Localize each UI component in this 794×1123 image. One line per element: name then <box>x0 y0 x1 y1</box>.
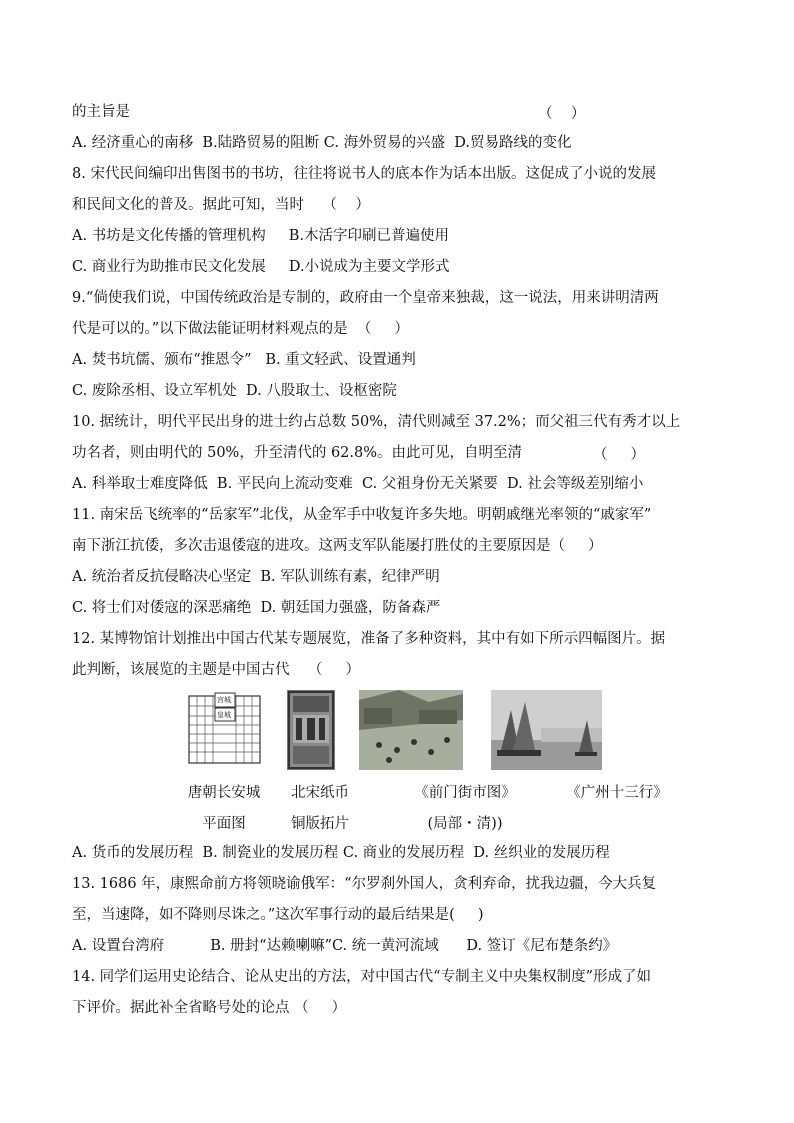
q11-stem-2: 南下浙江抗倭，多次击退倭寇的进攻。这两支军队能屡打胜仗的主要原因是（ ） <box>72 538 603 554</box>
caption-1-line1: 唐朝长安城 <box>187 785 261 801</box>
q9-options-ab: A. 焚书坑儒、颁布“推恩令” B. 重文轻武、设置通判 <box>72 352 416 368</box>
caption-2-line2: 铜版拓片 <box>291 816 349 832</box>
q12-stem-1: 12. 某博物馆计划推出中国古代某专题展览，准备了多种资料，其中有如下所示四幅图片。据 <box>72 631 666 647</box>
q8-stem-2: 和民间文化的普及。据此可知，当时 （ ） <box>72 197 370 213</box>
q8-options-cd: C. 商业行为助推市民文化发展 D.小说成为主要文学形式 <box>72 259 450 275</box>
changan-city-plan-image <box>188 692 261 765</box>
q13-stem-2: 至，当速降，如不降则尽诛之。”这次军事行动的最后结果是( ) <box>72 907 484 923</box>
q11-stem-1: 11. 南宋岳飞统率的“岳家军”北伐，从金军手中收复许多失地。明朝戚继光率领的“戚家军” <box>72 507 652 523</box>
caption-3-line2: (局部・清)) <box>427 816 503 832</box>
caption-3-line1: 《前门街市图》 <box>414 785 516 801</box>
palace-city-label: 宫城 <box>217 696 231 704</box>
caption-4-line1: 《广州十三行》 <box>566 785 668 801</box>
imperial-city-label: 皇城 <box>217 711 231 719</box>
q13-options: A. 设置台湾府 B. 册封“达赖喇嘛”C. 统一黄河流域 D. 签订《尼布楚条约》 <box>72 938 618 954</box>
q11-options-cd: C. 将士们对倭寇的深恶痛绝 D. 朝廷国力强盛，防备森严 <box>72 600 441 616</box>
q11-options-ab: A. 统治者反抗侵略决心坚定 B. 军队训练有素，纪律严明 <box>72 569 440 585</box>
q8-options-ab: A. 书坊是文化传播的管理机构 B.木活字印刷已普遍使用 <box>72 228 449 244</box>
q13-stem-1: 13. 1686 年，康熙命前方将领晓谕俄军：“尔罗刹外国人，贪利弃命，扰我边疆，今大兵复 <box>72 876 657 892</box>
q12-stem-2: 此判断，该展览的主题是中国古代 （ ） <box>72 662 360 678</box>
caption-1-line2: 平面图 <box>202 816 246 832</box>
q7-options: A. 经济重心的南移 B.陆路贸易的阻断 C. 海外贸易的兴盛 D.贸易路线的变化 <box>72 135 572 151</box>
q9-options-cd: C. 废除丞相、设立军机处 D. 八股取士、设枢密院 <box>72 383 397 399</box>
q9-stem-1: 9.“倘使我们说，中国传统政治是专制的，政府由一个皇帝来独裁，这一说法，用来讲明清两 <box>72 290 659 306</box>
q12-options: A. 货币的发展历程 B. 制瓷业的发展历程 C. 商业的发展历程 D. 丝织业的发展历程 <box>72 845 610 861</box>
q8-stem-1: 8. 宋代民间编印出售图书的书坊，往往将说书人的底本作为话本出版。这促成了小说的发展 <box>72 166 656 182</box>
caption-2-line1: 北宋纸币 <box>291 785 349 801</box>
q10-stem-1: 10. 据统计，明代平民出身的进士约占总数 50%，清代则减至 37.2%；而父祖三代有秀才以上 <box>72 414 681 430</box>
q10-stem-2: 功名者，则由明代的 50%，升至清代的 62.8%。由此可见，自明至清 <box>72 445 523 461</box>
q10-answer-paren: （ ） <box>593 447 646 463</box>
q7-stem-end: 的主旨是 <box>72 104 130 120</box>
q9-stem-2: 代是可以的。”以下做法能证明材料观点的是 （ ） <box>72 321 409 337</box>
q14-stem-1: 14. 同学们运用史论结合、论从史出的方法，对中国古代“专制主义中央集权制度”形成了如 <box>72 969 651 985</box>
q7-answer-paren: （ ） <box>538 106 586 122</box>
q14-stem-2: 下评价。据此补全省略号处的论点 （ ） <box>72 1000 347 1016</box>
q10-options: A. 科举取士难度降低 B. 平民向上流动变难 C. 父祖身份无关紧要 D. 社会等级差别缩小 <box>72 476 644 492</box>
qianmen-street-painting-image <box>359 690 463 770</box>
canton-thirteen-factories-image <box>491 690 602 770</box>
northern-song-banknote-image <box>287 690 335 770</box>
